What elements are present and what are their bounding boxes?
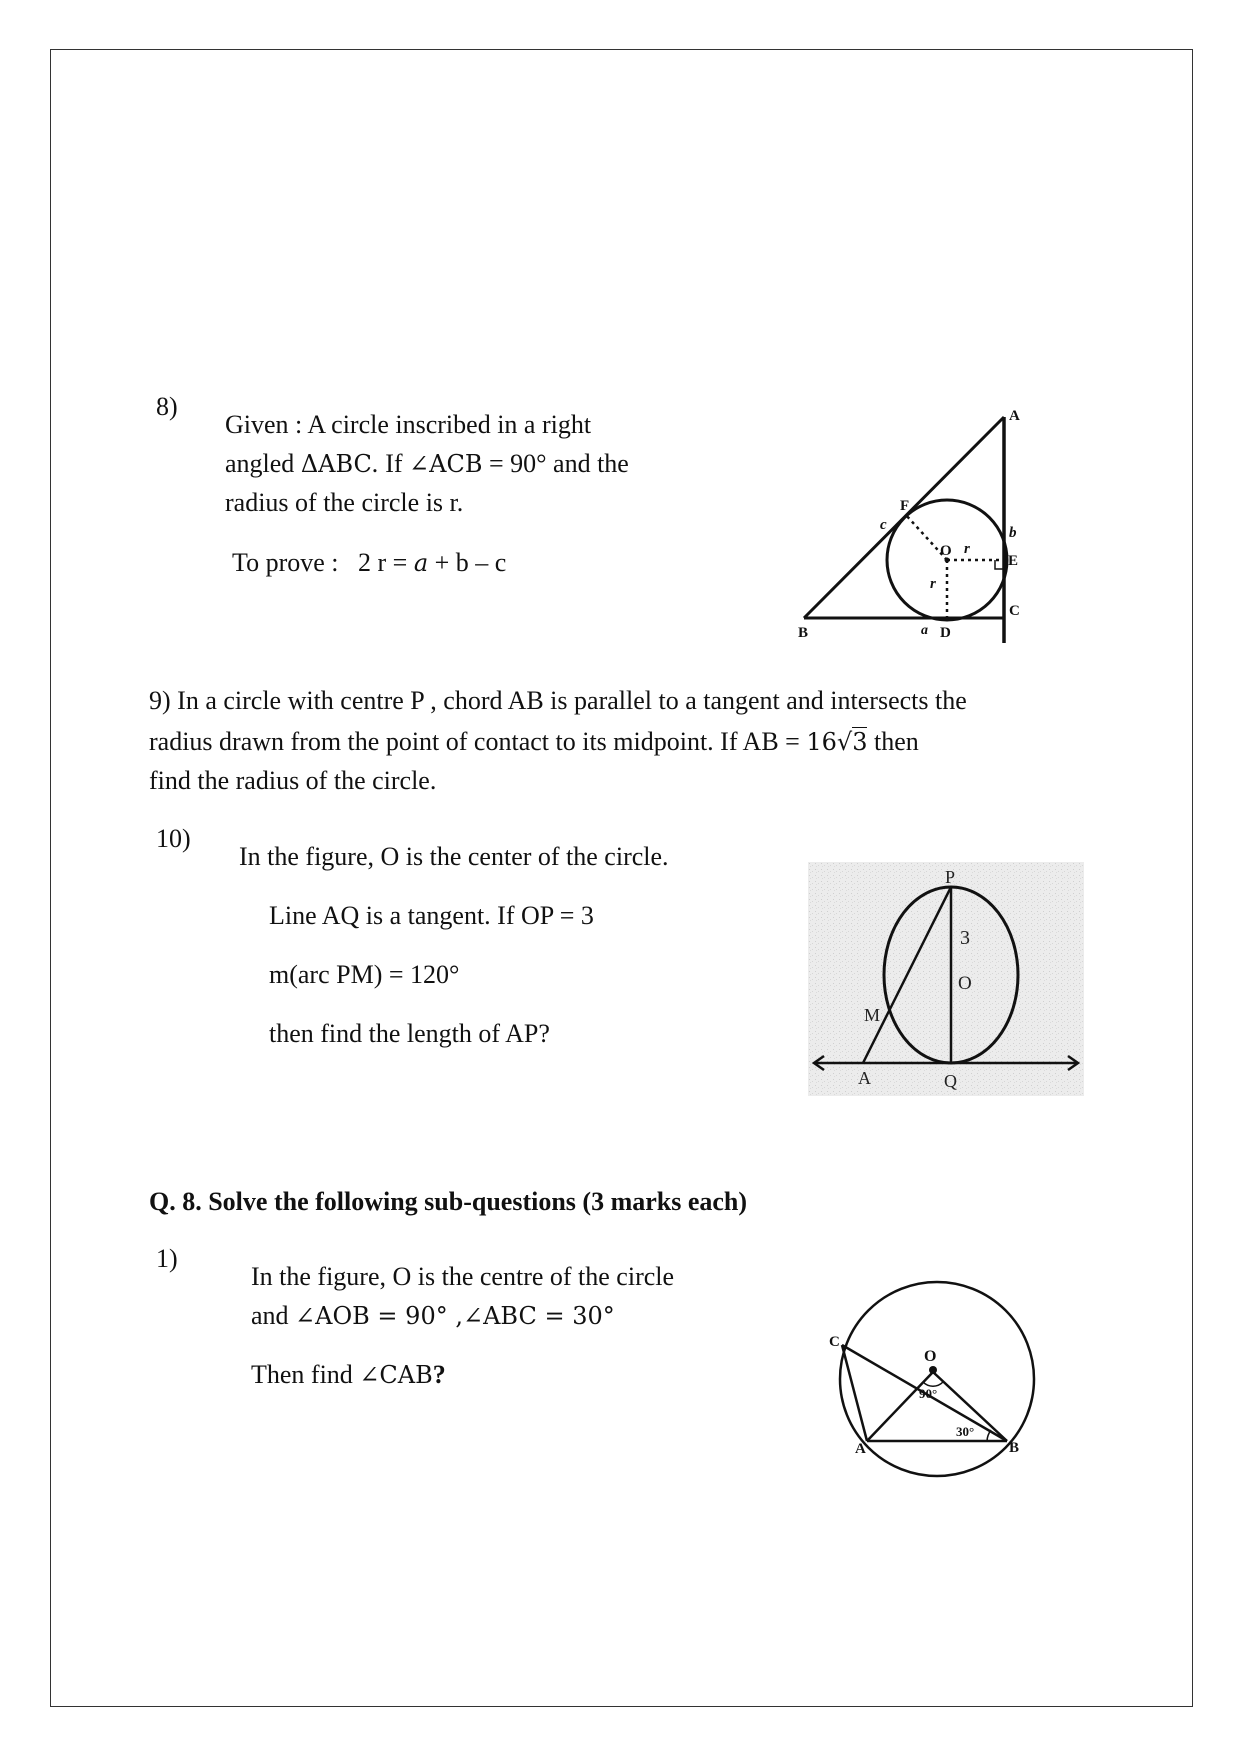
q9-value-root: 3	[852, 728, 868, 756]
q8-label-B: B	[798, 625, 809, 641]
s1-line2-math: ∠AOB = 90° ,∠ABC = 30°	[295, 1302, 615, 1330]
section-heading: Q. 8. Solve the following sub-questions (3 marks each)	[149, 1187, 748, 1216]
s1-figure	[820, 1264, 1050, 1480]
q8-label-c: c	[880, 517, 887, 533]
s1-label-A: A	[855, 1441, 866, 1457]
q10-figure	[808, 862, 1084, 1096]
q8-prove-label: To prove :	[232, 548, 339, 577]
q8-label-O: O	[940, 543, 952, 559]
q8-label-C: C	[1009, 603, 1020, 619]
q9-line2-b: then	[867, 727, 919, 756]
q8-line2-if: If	[378, 449, 410, 478]
q8-line2	[225, 451, 629, 477]
s1-number: 1)	[156, 1244, 178, 1273]
s1-circle	[840, 1282, 1034, 1476]
s1-line1: In the figure, O is the centre of the circle	[251, 1262, 675, 1291]
s1-line3-a: Then find	[251, 1360, 360, 1389]
q10-label-M: M	[864, 1005, 881, 1025]
q8-label-F: F	[900, 498, 910, 514]
s1-angle-arc-30	[987, 1430, 991, 1441]
q9-line1: 9) In a circle with centre P , chord AB is parallel to a tangent and intersects the	[149, 686, 967, 715]
q10-label-O: O	[958, 973, 972, 994]
q8-figure	[790, 405, 1040, 650]
s1-line3	[251, 1362, 446, 1388]
q8-label-a: a	[921, 623, 928, 638]
q8-label-E: E	[1008, 553, 1019, 569]
q9-value	[806, 727, 867, 756]
q10-number: 10)	[156, 824, 191, 853]
q8-angle: ∠ACB	[409, 450, 483, 478]
q10-line4: then find the length of AP?	[269, 1019, 550, 1048]
q10-line1: In the figure, O is the center of the circle.	[239, 842, 669, 871]
q8-line2-a: angled	[225, 449, 301, 478]
s1-label-30: 30°	[956, 1424, 975, 1439]
s1-line3-angle: ∠CAB	[359, 1361, 433, 1389]
q8-line3: radius of the circle is r.	[225, 488, 464, 517]
q8-prove-a: a	[413, 549, 429, 577]
q10-label-P: P	[945, 867, 956, 887]
q8-line1: Given : A circle inscribed in a right	[225, 410, 592, 439]
q9-line3: find the radius of the circle.	[149, 766, 437, 795]
q8-triangle: ΔABC.	[300, 450, 379, 478]
q8-line2-rest: = 90° and the	[482, 449, 629, 478]
s1-label-O: O	[924, 1348, 937, 1365]
q10-line3: m(arc PM) = 120°	[269, 960, 460, 989]
s1-chord-ca	[842, 1345, 867, 1441]
q8-prove-lhs: 2 r =	[358, 548, 414, 577]
q9-line2	[149, 729, 919, 755]
q8-number: 8)	[156, 392, 178, 421]
q9-sqrt-sign: √	[836, 728, 853, 756]
q8-label-r1: r	[964, 541, 970, 557]
q8-prove	[232, 550, 506, 576]
q10-label-Q: Q	[944, 1071, 957, 1091]
s1-label-90: 90°	[919, 1386, 938, 1401]
q8-label-r2: r	[930, 576, 936, 592]
q9-line2-a: radius drawn from the point of contact to its midpoint. If AB =	[149, 727, 807, 756]
q8-label-b: b	[1009, 525, 1017, 541]
q10-line2: Line AQ is a tangent. If OP = 3	[269, 901, 594, 930]
s1-line2	[251, 1303, 615, 1329]
q9-value-num: 16	[806, 728, 837, 756]
s1-label-B: B	[1009, 1440, 1020, 1456]
q10-label-3: 3	[960, 927, 970, 949]
q8-label-A: A	[1009, 408, 1020, 424]
s1-line2-and: and	[251, 1301, 296, 1330]
s1-line3-q: ?	[432, 1360, 446, 1389]
q8-prove-rest: + b – c	[428, 548, 507, 577]
q8-label-D: D	[940, 625, 951, 641]
s1-label-C: C	[829, 1334, 840, 1350]
q10-label-A: A	[858, 1068, 871, 1088]
s1-center-dot	[929, 1366, 937, 1374]
